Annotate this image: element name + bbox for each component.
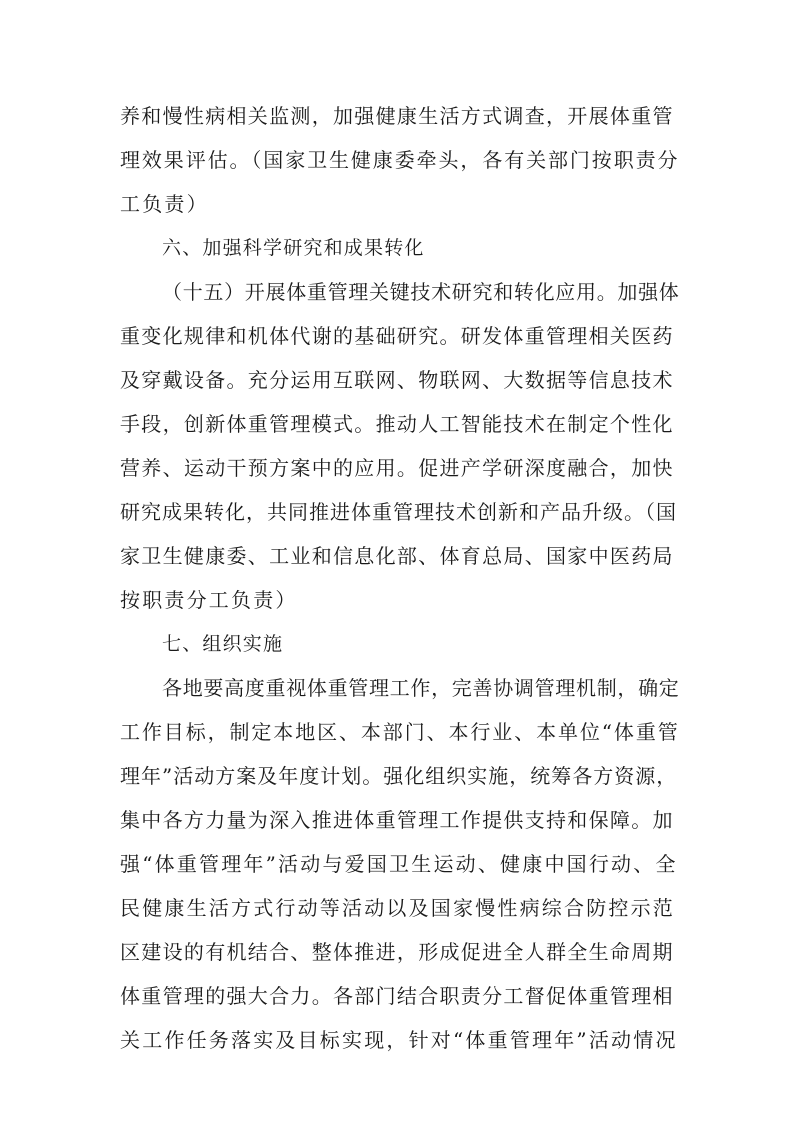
text-line: 关工作任务落实及目标实现，针对“体重管理年”活动情况 (120, 1028, 678, 1052)
text-line: 理效果评估。（国家卫生健康委牵头，各有关部门按职责分 (120, 148, 680, 172)
text-line: 重变化规律和机体代谢的基础研究。研发体重管理相关医药 (120, 324, 674, 348)
text-line: （十五）开展体重管理关键技术研究和转化应用。加强体 (162, 280, 680, 304)
text-line: 研究成果转化，共同推进体重管理技术创新和产品升级。（国 (120, 500, 677, 524)
text-line: 营养、运动干预方案中的应用。促进产学研深度融合，加快 (120, 456, 674, 480)
text-line: 体重管理的强大合力。各部门结合职责分工督促体重管理相 (120, 984, 674, 1008)
section-heading: 七、组织实施 (162, 633, 284, 655)
text-line: 强“体重管理年”活动与爱国卫生运动、健康中国行动、全 (120, 852, 678, 876)
text-line: 民健康生活方式行动等活动以及国家慢性病综合防控示范 (120, 896, 675, 920)
text-line: 各地要高度重视体重管理工作，完善协调管理机制，确定 (162, 676, 680, 700)
section-heading: 六、加强科学研究和成果转化 (162, 237, 425, 259)
text-line: 区建设的有机结合、整体推进，形成促进全人群全生命周期 (120, 940, 674, 964)
text-line: 理年”活动方案及年度计划。强化组织实施，统筹各方资源， (120, 764, 678, 788)
text-line: 及穿戴设备。充分运用互联网、物联网、大数据等信息技术 (120, 368, 674, 392)
text-line: 手段，创新体重管理模式。推动人工智能技术在制定个性化 (120, 412, 674, 436)
text-line: 按职责分工负责） (120, 588, 298, 612)
text-line: 工作目标，制定本地区、本部门、本行业、本单位“体重管 (120, 720, 680, 744)
text-line: 家卫生健康委、工业和信息化部、体育总局、国家中医药局 (120, 544, 674, 568)
text-line: 工负责） (120, 192, 209, 216)
text-line: 集中各方力量为深入推进体重管理工作提供支持和保障。加 (120, 808, 674, 832)
text-line: 养和慢性病相关监测，加强健康生活方式调查，开展体重管 (120, 104, 674, 128)
